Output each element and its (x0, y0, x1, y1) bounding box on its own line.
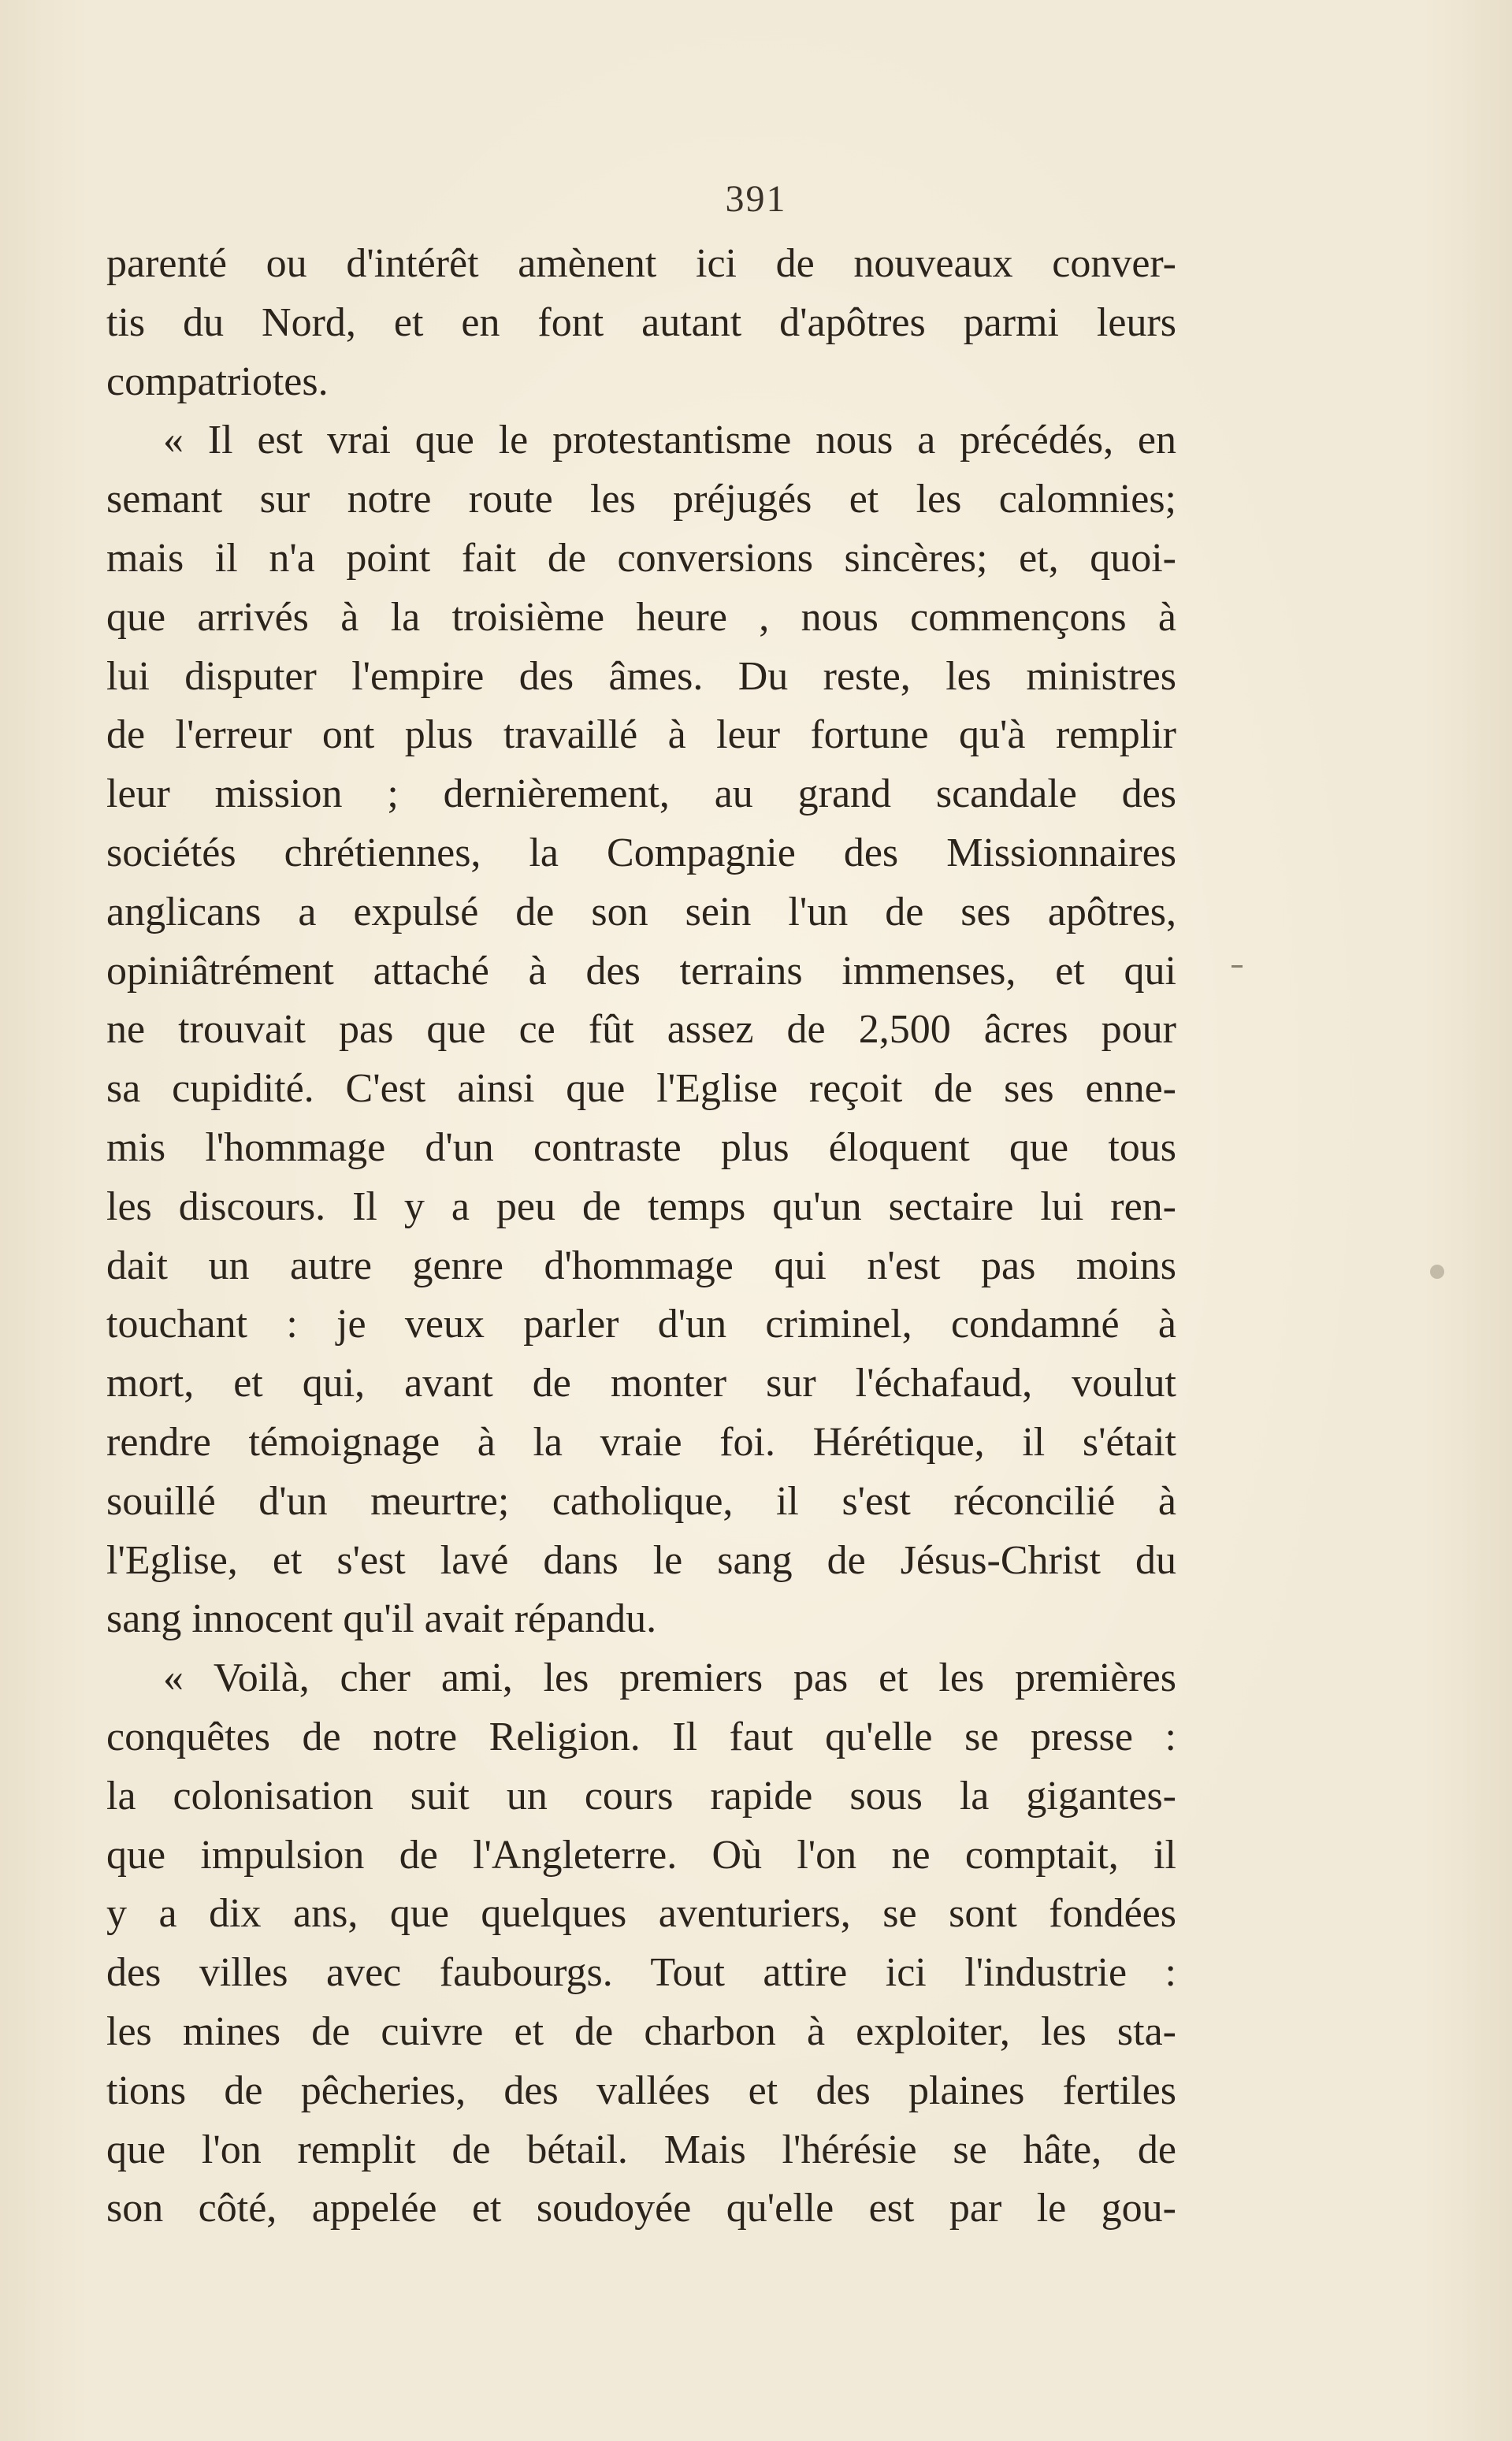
text-line: son côté, appelée et soudoyée qu'elle est par le gou- (106, 2186, 1176, 2231)
text-line: sociétés chrétiennes, la Compagnie des Missionnaires (106, 830, 1176, 875)
text-line: l'Eglise, et s'est lavé dans le sang de Jésus-Christ du (106, 1537, 1176, 1583)
text-line: y a dix ans, que quelques aventuriers, se sont fondées (106, 1891, 1176, 1937)
text-line: mais il n'a point fait de conversions sincères; et, quoi- (106, 535, 1176, 581)
page-number: 391 (725, 178, 787, 220)
text-line: ne trouvait pas que ce fût assez de 2,500 âcres pour (106, 1007, 1176, 1053)
text-line: lui disputer l'empire des âmes. Du reste, les ministres (106, 653, 1176, 699)
paper-spot (1430, 1265, 1444, 1279)
text-line: « Il est vrai que le protestantisme nous a précédés, en (163, 418, 1176, 463)
text-line: anglicans a expulsé de son sein l'un de ses apôtres, (106, 889, 1176, 934)
text-line: que arrivés à la troisième heure , nous commençons à (106, 594, 1176, 640)
text-line: la colonisation suit un cours rapide sous la gigantes- (106, 1773, 1176, 1819)
ink-mark (1232, 965, 1243, 968)
text-line: « Voilà, cher ami, les premiers pas et les premières (163, 1655, 1176, 1701)
text-line: tions de pêcheries, des vallées et des plaines fertiles (106, 2068, 1176, 2113)
text-line: semant sur notre route les préjugés et les calomnies; (106, 477, 1176, 522)
text-line: conquêtes de notre Religion. Il faut qu'elle se presse : (106, 1714, 1176, 1759)
text-line: mort, et qui, avant de monter sur l'échafaud, voulut (106, 1361, 1176, 1406)
text-line: des villes avec faubourgs. Tout attire ici l'industrie : (106, 1950, 1176, 1996)
text-line: souillé d'un meurtre; catholique, il s'est réconcilié à (106, 1478, 1176, 1524)
text-line: sang innocent qu'il avait répandu. (106, 1596, 657, 1642)
text-line: dait un autre genre d'hommage qui n'est pas moins (106, 1243, 1176, 1288)
text-line: opiniâtrément attaché à des terrains immenses, et qui (106, 948, 1176, 994)
text-line: rendre témoignage à la vraie foi. Hérétique, il s'était (106, 1419, 1176, 1465)
text-line: touchant : je veux parler d'un criminel, condamné à (106, 1302, 1176, 1347)
text-line: de l'erreur ont plus travaillé à leur fortune qu'à remplir (106, 712, 1176, 758)
text-line: les mines de cuivre et de charbon à exploiter, les sta- (106, 2008, 1176, 2054)
text-line: que l'on remplit de bétail. Mais l'hérésie se hâte, de (106, 2127, 1176, 2172)
body-text (106, 235, 1176, 2239)
text-line: mis l'hommage d'un contraste plus éloquent que tous (106, 1124, 1176, 1170)
text-line: tis du Nord, et en font autant d'apôtres parmi leurs (106, 299, 1176, 345)
text-line: leur mission ; dernièrement, au grand scandale des (106, 771, 1176, 817)
text-line: sa cupidité. C'est ainsi que l'Eglise reçoit de ses enne- (106, 1066, 1176, 1112)
text-line: parenté ou d'intérêt amènent ici de nouveaux conver- (106, 241, 1176, 286)
text-line: les discours. Il y a peu de temps qu'un sectaire lui ren- (106, 1183, 1176, 1229)
text-line: compatriotes. (106, 359, 329, 404)
text-line: que impulsion de l'Angleterre. Où l'on ne comptait, il (106, 1832, 1176, 1878)
